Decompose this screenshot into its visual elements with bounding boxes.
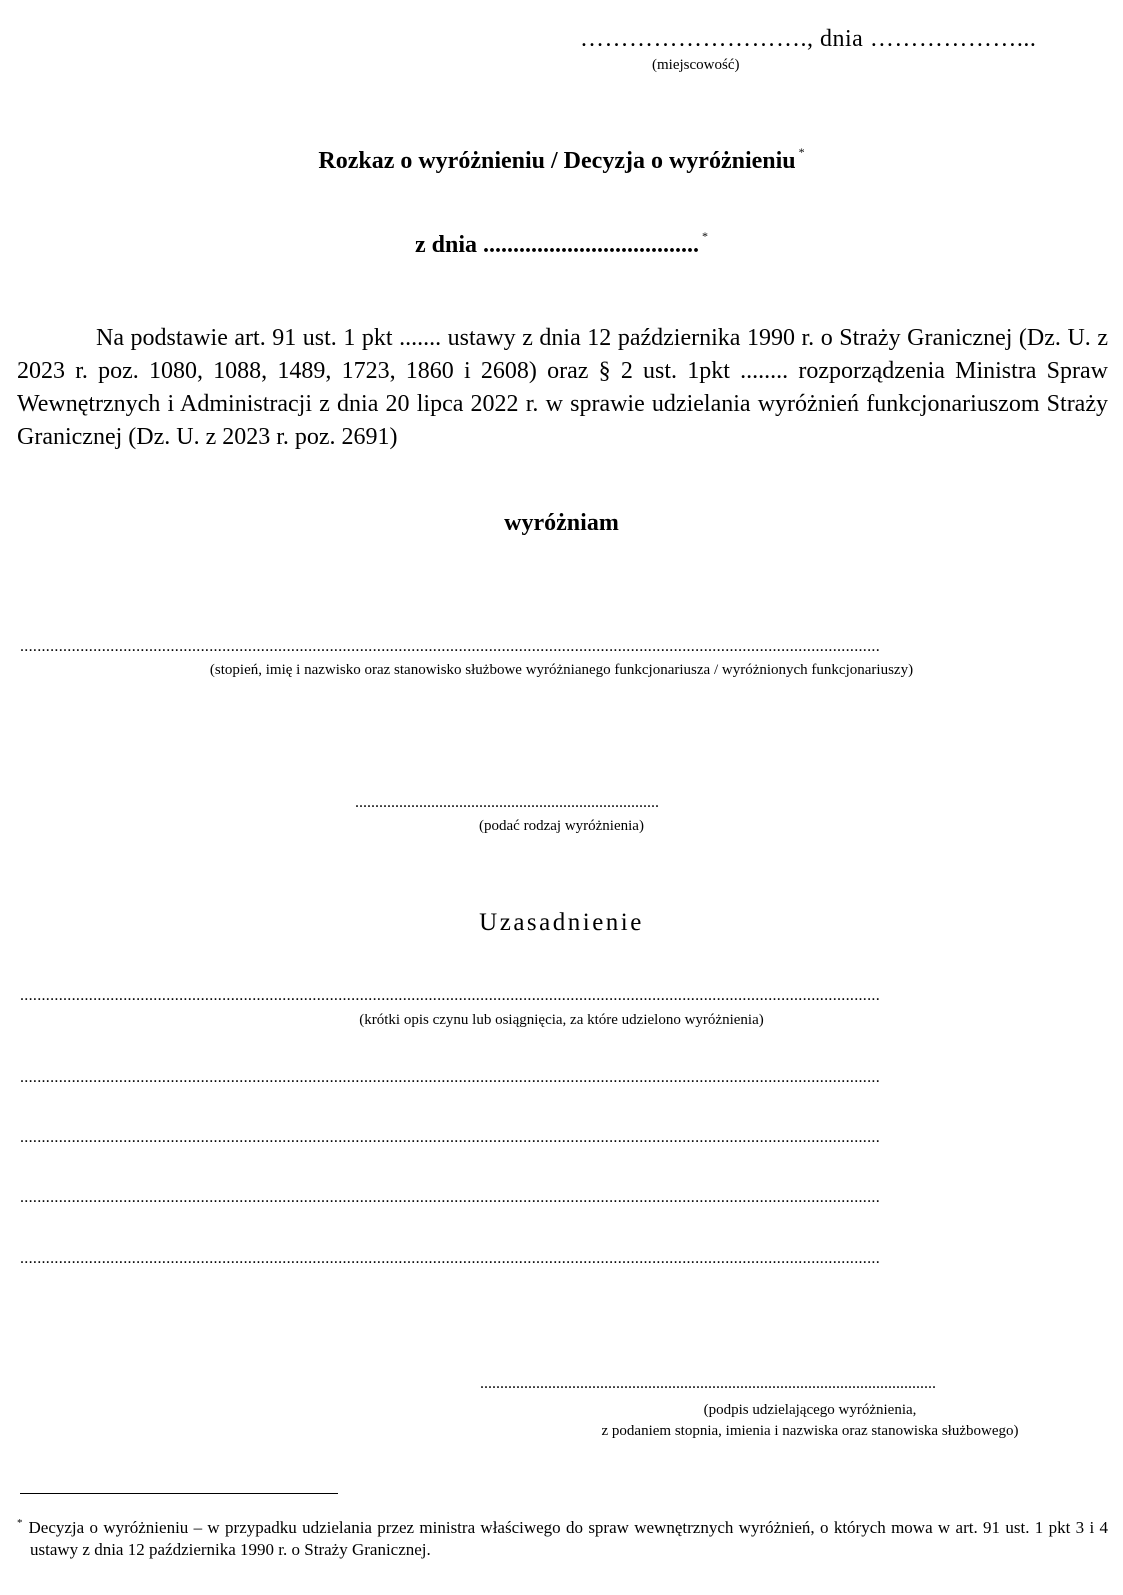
signature-caption-line-2: z podaniem stopnia, imienia i nazwiska oraz stanowiska służbowego) [601,1423,1019,1439]
declaration-heading: wyróżniam [504,510,619,536]
signature-caption-line-1: (podpis udzielającego wyróżnienia, [703,1402,917,1418]
document-date [0,229,1123,259]
recipient-caption: (stopień, imię i nazwisko oraz stanowisko służbowe wyróżnianego funkcjonariusza / wyróżnionych funkcjonariuszy) [209,662,914,678]
footnote [17,1512,1108,1561]
document-title [0,145,1123,175]
signature-caption [530,1400,1090,1442]
signature-field: .................................................................................................................. [480,1375,936,1392]
justification-heading: Uzasadnienie [479,909,644,936]
justification-caption: (krótki opis czynu lub osiągnięcia, za które udzielono wyróżnienia) [359,1012,764,1028]
legal-basis-paragraph: Na podstawie art. 91 ust. 1 pkt ....... ustawy z dnia 12 października 1990 r. o Straży Granicznej (Dz. U. z 2023 r. poz. 1080, 1088, 1489, 1723, 1860 i 2608) oraz § 2 ust. 1pkt ........ rozporządzenia Ministra Spraw Wewnętrznych i Administracji z dnia 20 lipca 2022 r. w sprawie udzielania wyróżnień funkcjonariuszom Straży Granicznej (Dz. U. z 2023 r. poz. 2691) [17,325,1108,450]
justification-line-4: ........................................................................................................................................................................................................ [20,1189,880,1206]
justification-line-5: ........................................................................................................................................................................................................ [20,1250,880,1267]
footnote-text: Decyzja o wyróżnieniu – w przypadku udzielania przez ministra właściwego do spraw wewnętrznych wyróżnień, o których mowa w art. 91 ust. 1 pkt 3 i 4 ustawy z dnia 12 października 1990 r. o Straży Granicznej. [28,1518,1108,1559]
title-footnote-mark: * [798,145,805,159]
recipient-field: ........................................................................................................................................................................................................ [20,638,880,655]
justification-line-3: ........................................................................................................................................................................................................ [20,1129,880,1146]
footnote-mark: * [17,1517,23,1529]
award-type-field: ............................................................................ [355,794,659,811]
place-date-field: ………………………., dnia ………………... [580,26,1037,52]
justification-line-2: ........................................................................................................................................................................................................ [20,1069,880,1086]
footnote-divider [20,1493,338,1494]
date-text: z dnia .................................... [414,232,699,258]
title-text: Rozkaz o wyróżnieniu / Decyzja o wyróżnieniu [318,148,796,174]
date-footnote-mark: * [702,229,708,243]
place-caption: (miejscowość) [652,57,740,73]
justification-line-1: ........................................................................................................................................................................................................ [20,987,880,1004]
award-type-caption: (podać rodzaj wyróżnienia) [479,818,644,834]
